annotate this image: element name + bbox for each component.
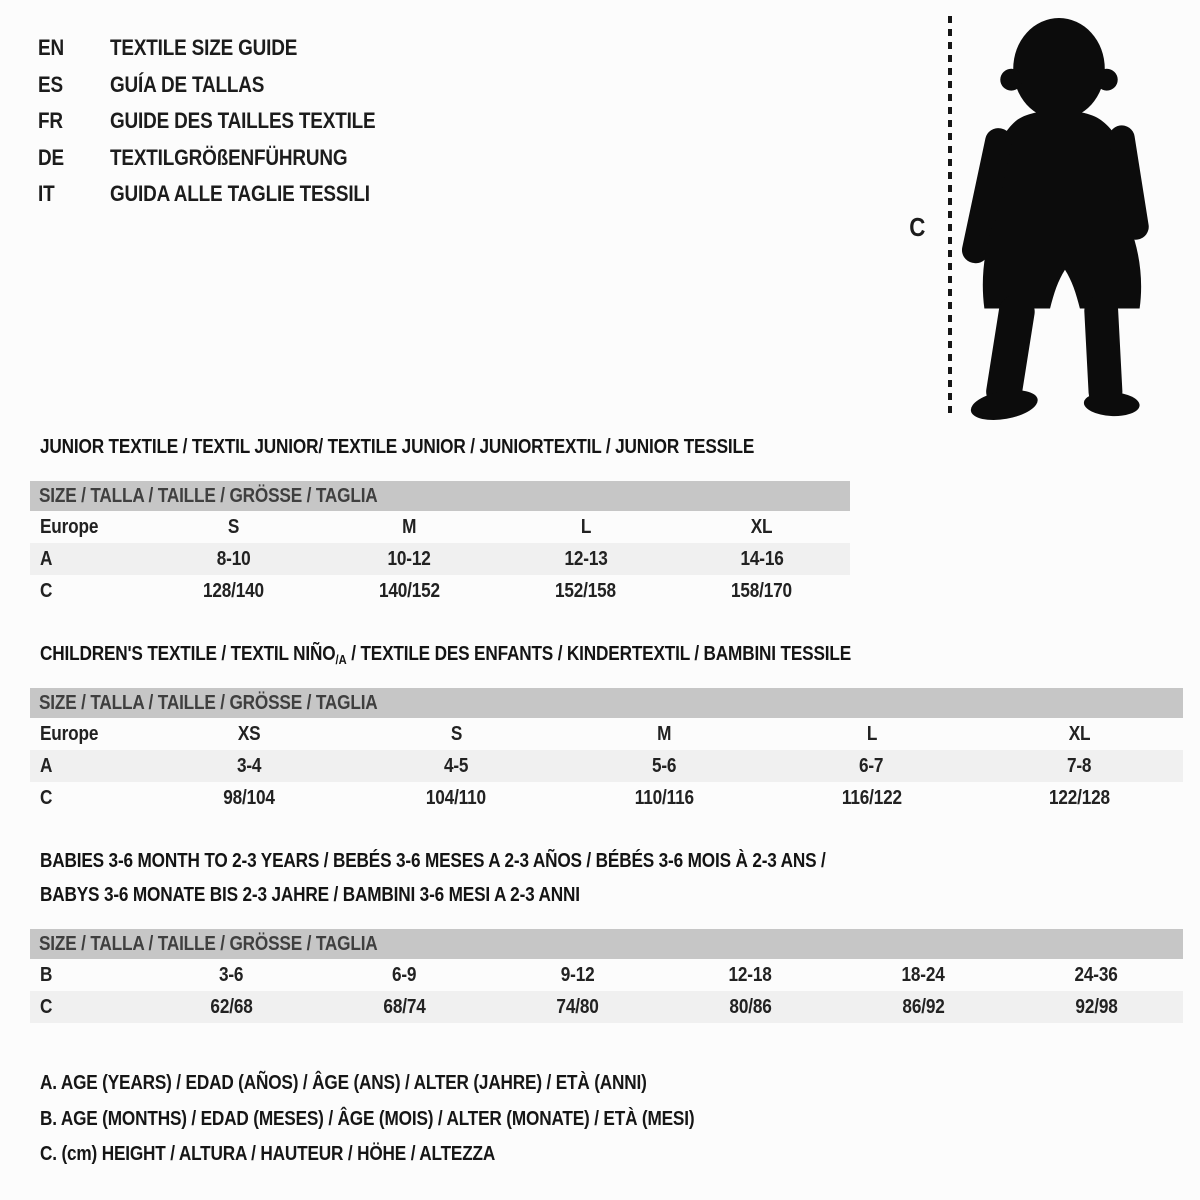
language-row [38,30,419,67]
row-label: Europe [40,516,99,538]
junior-section-title: JUNIOR TEXTILE / TEXTIL JUNIOR/ TEXTILE JUNIOR / JUNIORTEXTIL / JUNIOR TESSILE [40,436,755,458]
size-cell: XL [1068,723,1090,745]
table-row-age [30,543,850,575]
row-label: C [40,787,53,809]
size-cell: XS [237,723,261,745]
row-label: A [40,755,53,777]
language-title: TEXTILGRÖßENFÜHRUNG [110,144,348,170]
size-cell: L [580,516,591,538]
table-row-europe [30,718,1183,750]
size-cell: S [227,516,239,538]
row-label: C [40,580,53,602]
language-title: TEXTILE SIZE GUIDE [110,35,298,60]
children-size-table [30,688,1183,814]
size-cell: 116/122 [841,787,902,809]
size-cell: 98/104 [222,787,275,809]
language-title: GUIDA ALLE TAGLIE TESSILI [110,181,371,206]
size-cell: 128/140 [202,580,264,602]
size-cell: L [866,723,877,745]
row-label: Europe [40,723,99,745]
language-row [38,176,419,213]
toddler-silhouette-icon [962,14,1157,422]
babies-section-title-line1: BABIES 3-6 MONTH TO 2-3 YEARS / BEBÉS 3-6 MESES A 2-3 AÑOS / BÉBÉS 3-6 MOIS À 2-3 ANS / [40,850,826,872]
babies-size-table [30,929,1183,1023]
size-cell: 12-13 [564,548,608,570]
size-cell: 3-6 [219,964,244,986]
height-measure-line [948,16,952,416]
size-cell: 140/152 [378,580,440,602]
row-label: A [40,548,53,570]
size-cell: 80/86 [729,996,772,1018]
size-cell: 5-6 [651,755,677,777]
language-code: DE [38,144,64,170]
language-row [38,67,419,104]
size-header: SIZE / TALLA / TAILLE / GRÖSSE / TAGLIA [30,481,850,511]
language-title-block [38,30,419,213]
size-cell: 10-12 [387,548,431,570]
size-cell: 3-4 [236,755,261,777]
size-cell: 4-5 [444,755,469,777]
table-row-age [30,750,1183,782]
row-label: B [40,964,53,986]
language-code: EN [38,35,64,60]
table-row-months [30,959,1183,991]
size-cell: 24-36 [1074,964,1119,986]
size-cell: M [402,516,417,538]
size-cell: 74/80 [556,996,599,1018]
babies-section-title-line2: BABYS 3-6 MONATE BIS 2-3 JAHRE / BAMBINI 3-6 MESI A 2-3 ANNI [40,884,580,906]
row-label: C [40,996,53,1018]
legend-line-a: A. AGE (YEARS) / EDAD (AÑOS) / ÂGE (ANS) / ALTER (JAHRE) / ETÀ (ANNI) [40,1072,647,1094]
size-cell: 9-12 [560,964,595,986]
size-cell: 62/68 [210,996,253,1018]
size-cell: 122/128 [1048,787,1110,809]
children-section-title: CHILDREN'S TEXTILE / TEXTIL $NIÑO_{/A}$ / TEXTILE DES ENFANTS / KINDERTEXTIL / BAMBINI TESSILE [40,643,852,667]
language-code: IT [38,181,55,206]
size-cell: 6-7 [859,755,884,777]
size-cell: 68/74 [383,996,426,1018]
table-row-europe [30,511,850,543]
legend-line-c: C. (cm) HEIGHT / ALTURA / HAUTEUR / HÖHE / ALTEZZA [40,1143,496,1165]
table-row-height [30,991,1183,1023]
size-cell: 8-10 [216,548,250,570]
size-cell: 152/158 [555,580,617,602]
language-title: GUÍA DE TALLAS [110,71,265,97]
size-cell: M [656,723,672,745]
nino-a-subscript: /A [335,652,347,667]
size-cell: 86/92 [902,996,945,1018]
size-cell: 12-18 [728,964,773,986]
size-cell: 104/110 [426,787,487,809]
size-cell: 18-24 [901,964,946,986]
size-cell: 14-16 [740,548,784,570]
language-title: GUIDE DES TAILLES TEXTILE [110,108,376,133]
measurement-legend [40,1066,801,1173]
legend-line-b: B. AGE (MONTHS) / EDAD (MESES) / ÂGE (MOIS) / ALTER (MONATE) / ETÀ (MESI) [40,1107,695,1130]
language-code: FR [38,108,63,133]
size-cell: S [450,723,463,745]
table-row-height [30,575,850,607]
size-header: SIZE / TALLA / TAILLE / GRÖSSE / TAGLIA [30,929,1183,959]
table-row-height [30,782,1183,814]
size-cell: 7-8 [1066,755,1092,777]
size-cell: XL [751,516,773,538]
junior-size-table [30,481,850,607]
size-cell: 158/170 [731,580,793,602]
language-row [38,103,419,140]
size-cell: 92/98 [1075,996,1118,1018]
language-code: ES [38,71,63,97]
size-cell: 110/116 [634,787,694,809]
height-label: C [909,212,926,242]
size-cell: 6-9 [392,964,417,986]
language-row [38,140,419,177]
size-header: SIZE / TALLA / TAILLE / GRÖSSE / TAGLIA [30,688,1183,718]
